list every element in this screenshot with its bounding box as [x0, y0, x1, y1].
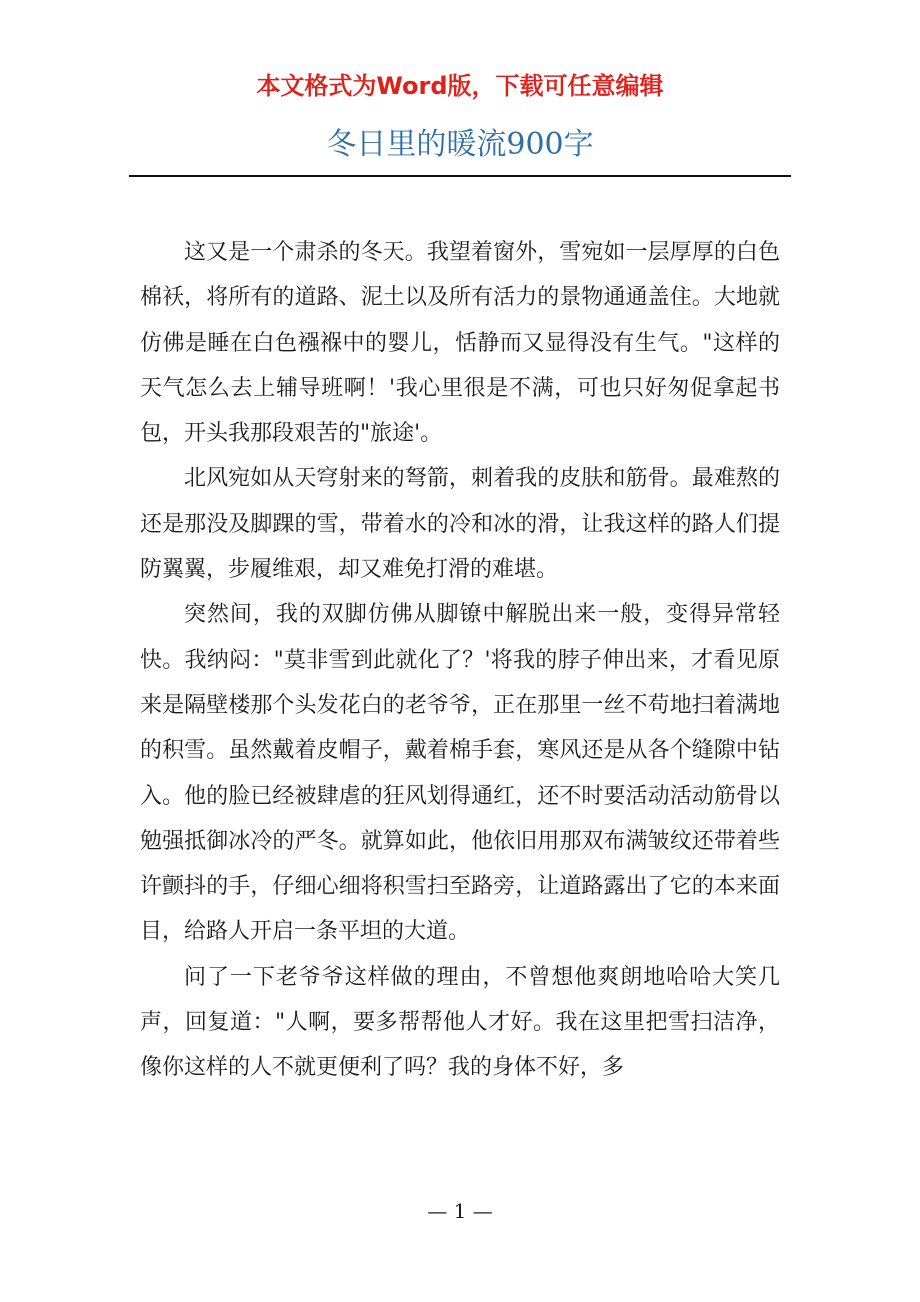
paragraph-3: 突然间，我的双脚仿佛从脚镣中解脱出来一般，变得异常轻快。我纳闷："莫非雪到此就化了？'将我的脖子伸出来，才看见原来是隔壁楼那个头发花白的老爷爷，正在那里一丝不苟地扫着满地的积雪。虽然戴着皮帽子，戴着棉手套，寒风还是从各个缝隙中钻入。他的脸已经被肆虐的狂风划得通红，还不时要活动活动筋骨以勉强抵御冰冷的严冬。就算如此，他依旧用那双布满皱纹还带着些许颤抖的手，仔细心细将积雪扫至路旁，让道路露出了它的本来面目，给路人开启一条平坦的大道。 [140, 602, 780, 945]
paragraph-1: 这又是一个肃杀的冬天。我望着窗外，雪宛如一层厚厚的白色棉袄，将所有的道路、泥土以及所有活力的景物通通盖住。大地就仿佛是睡在白色襁褓中的婴儿，恬静而又显得没有生气。"这样的天气怎么去上辅导班啊！'我心里很是不满，可也只好匆促拿起书包，开头我那段艰苦的"旅途'。 [140, 240, 780, 447]
paragraph-4: 问了一下老爷爷这样做的理由，不曾想他爽朗地哈哈大笑几声，回复道："人啊，要多帮帮他人才好。我在这里把雪扫洁净，像你这样的人不就更便利了吗？我的身体不好，多 [140, 964, 780, 1081]
title-divider [129, 175, 791, 177]
document-title: 冬日里的暖流900字 [326, 127, 594, 162]
paragraph-2: 北风宛如从天穹射来的弩箭，刺着我的皮肤和筋骨。最难熬的还是那没及脚踝的雪，带着水的冷和冰的滑，让我这样的路人们提防翼翼，步履维艰，却又难免打滑的难堪。 [140, 466, 780, 583]
format-notice: 本文格式为Word版，下载可任意编辑 [256, 72, 664, 100]
page-number: — 1 — [427, 1199, 493, 1223]
article-body [140, 230, 780, 1091]
